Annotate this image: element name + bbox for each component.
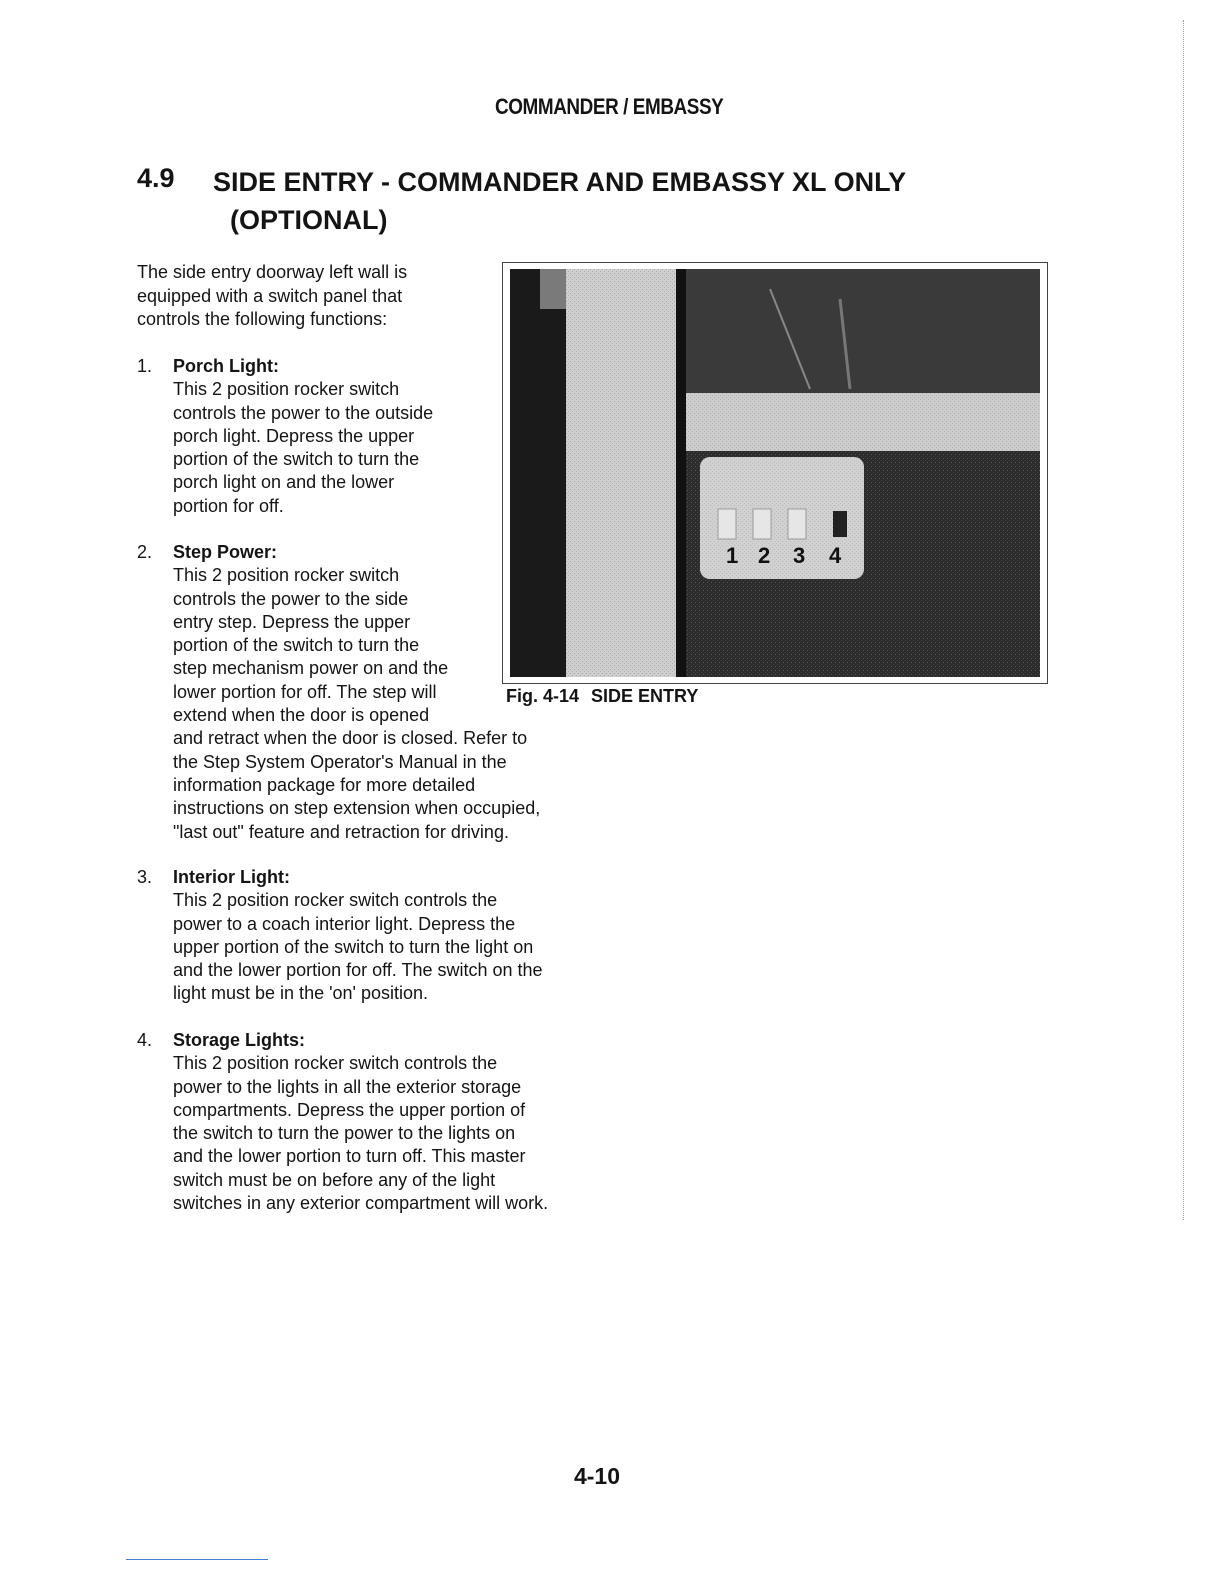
intro-paragraph bbox=[137, 261, 477, 332]
item-label: Interior Light: bbox=[173, 867, 290, 887]
item-line: controls the power to the outside bbox=[173, 402, 434, 423]
item-line: This 2 position rocker switch bbox=[173, 379, 400, 400]
figure-photo bbox=[502, 262, 1048, 684]
item-line: switches in any exterior compartment will work. bbox=[173, 1193, 549, 1214]
item-body bbox=[173, 1052, 548, 1215]
item-number: 3. bbox=[137, 867, 153, 887]
item-line: power to the lights in all the exterior storage bbox=[173, 1076, 522, 1097]
item-line: step mechanism power on and the bbox=[173, 658, 449, 679]
item-line: and retract when the door is closed. Refer to bbox=[173, 728, 528, 749]
panel-number-3: 3 bbox=[793, 543, 806, 568]
item-line: light must be in the 'on' position. bbox=[173, 983, 429, 1004]
side-entry-photo bbox=[510, 269, 1040, 677]
item-line: and the lower portion for off. The switch on the bbox=[173, 960, 543, 981]
item-line: information package for more detailed bbox=[173, 774, 476, 795]
item-line: power to a coach interior light. Depress the bbox=[173, 913, 516, 934]
item-line: switch must be on before any of the light bbox=[173, 1169, 496, 1190]
intro-line: equipped with a switch panel that bbox=[137, 285, 403, 306]
item-body bbox=[173, 889, 543, 1005]
figure-caption-title: SIDE ENTRY bbox=[591, 686, 699, 706]
item-line: entry step. Depress the upper bbox=[173, 611, 411, 632]
item-label: Step Power: bbox=[173, 542, 278, 562]
section-title-line-1: SIDE ENTRY - COMMANDER AND EMBASSY XL ONLY bbox=[213, 167, 907, 197]
item-body bbox=[173, 564, 540, 844]
item-line: the switch to turn the power to the lights on bbox=[173, 1123, 516, 1144]
figure-caption-number: Fig. 4-14 bbox=[506, 686, 580, 706]
item-line: This 2 position rocker switch controls the bbox=[173, 890, 498, 911]
item-number: 4. bbox=[137, 1030, 153, 1050]
figure-caption bbox=[506, 686, 698, 707]
item-line: compartments. Depress the upper portion of bbox=[173, 1099, 526, 1120]
item-line: and the lower portion to turn off. This master bbox=[173, 1146, 526, 1167]
page-number: 4-10 bbox=[573, 1463, 621, 1489]
item-number: 2. bbox=[137, 542, 153, 562]
item-label: Porch Light: bbox=[173, 356, 279, 376]
item-label: Storage Lights: bbox=[173, 1030, 306, 1050]
intro-line: controls the following functions: bbox=[137, 309, 388, 329]
panel-number-2: 2 bbox=[758, 543, 771, 568]
section-title bbox=[213, 163, 973, 239]
item-line: This 2 position rocker switch bbox=[173, 565, 400, 586]
panel-number-1: 1 bbox=[726, 543, 739, 568]
item-line: the Step System Operator's Manual in the bbox=[173, 751, 507, 772]
footer-rule bbox=[126, 1559, 268, 1560]
item-line: portion of the switch to turn the bbox=[173, 635, 420, 656]
item-line: upper portion of the switch to turn the light on bbox=[173, 936, 534, 957]
section-title-line-2: (OPTIONAL) bbox=[230, 205, 388, 235]
scan-edge-line bbox=[1183, 20, 1184, 1220]
item-body bbox=[173, 378, 433, 518]
item-line: portion for off. bbox=[173, 495, 284, 516]
running-header: COMMANDER / EMBASSY bbox=[495, 94, 724, 119]
section-number: 4.9 bbox=[137, 163, 175, 193]
item-line: porch light. Depress the upper bbox=[173, 425, 415, 446]
item-line: controls the power to the side bbox=[173, 588, 409, 609]
item-line: extend when the door is opened bbox=[173, 705, 430, 726]
item-line: "last out" feature and retraction for driving. bbox=[173, 821, 509, 842]
panel-number-4: 4 bbox=[829, 543, 842, 568]
item-line: porch light on and the lower bbox=[173, 472, 395, 493]
item-number: 1. bbox=[137, 356, 153, 376]
item-line: instructions on step extension when occupied, bbox=[173, 798, 541, 819]
item-line: This 2 position rocker switch controls the bbox=[173, 1053, 498, 1074]
item-line: portion of the switch to turn the bbox=[173, 449, 420, 470]
item-line: lower portion for off. The step will bbox=[173, 681, 437, 702]
intro-line: The side entry doorway left wall is bbox=[137, 262, 408, 282]
